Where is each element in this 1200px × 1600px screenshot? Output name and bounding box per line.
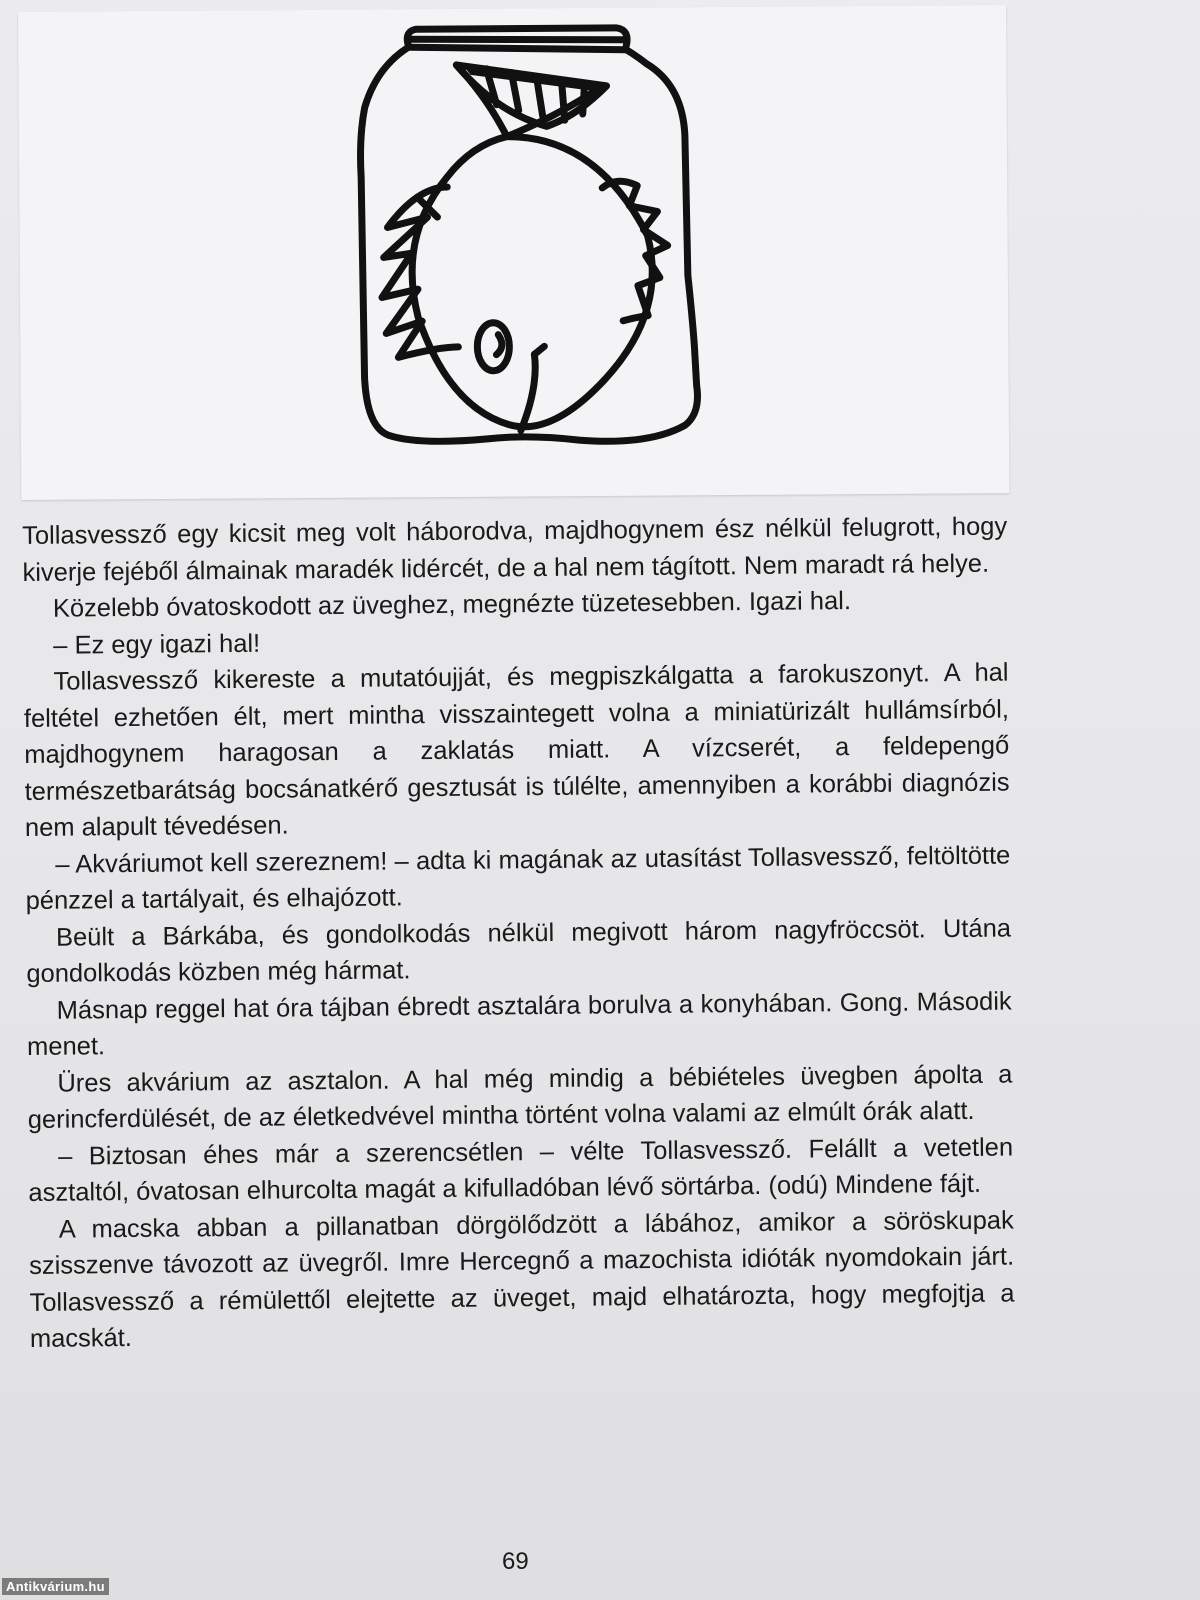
paragraph: Másnap reggel hat óra tájban ébredt asztalára borulva a konyhában. Gong. Második menet. bbox=[26, 987, 1012, 1061]
watermark: Antikvárium.hu bbox=[2, 1578, 109, 1595]
paragraph: Beült a Bárkába, és gondolkodás nélkül megivott három nagyfröccsöt. Utána gondolkodás közben még hármat. bbox=[26, 914, 1012, 988]
paragraph: – Ez egy igazi hal! bbox=[53, 629, 261, 660]
body-text bbox=[22, 509, 1015, 1358]
page-number: 69 bbox=[502, 1548, 529, 1575]
paragraph: Tollasvessző egy kicsit meg volt háborodva, majdhogynem ész nélkül felugrott, hogy kiverje fejéből álmainak maradék lidércét, de a hal nem tágított. Nem maradt rá helye. bbox=[22, 512, 1008, 587]
paragraph: A macska abban a pillanatban dörgölődzött a lábához, amikor a söröskupak szisszenve távozott az üvegről. Imre Hercegnő a mazochista idióták nyomdokain járt. Tollasvessző a rémülettől elejtette az üveget, majd elhatározta, hogy megfojtja a macskát. bbox=[29, 1206, 1015, 1353]
paragraph: – Biztosan éhes már a szerencsétlen – vélte Tollasvessző. Felállt a vetetlen asztaltól, óvatosan elhurcolta magát a kifulladóban lévő sörtárba. (odú) Mindene fájt. bbox=[28, 1133, 1014, 1207]
fish-in-jar-icon bbox=[346, 15, 709, 458]
paragraph: Közelebb óvatoskodott az üveghez, megnézte tüzetesebben. Igazi hal. bbox=[52, 587, 852, 623]
paragraph: Üres akvárium az asztalon. A hal még mindig a bébiételes üvegben ápolta a gerincferdülését, de az életkedvével mintha történt volna valami az elmúlt órák alatt. bbox=[27, 1060, 1013, 1134]
illustration-sheet bbox=[18, 5, 1009, 500]
paragraph: Tollasvessző kikereste a mutatóujját, és megpiszkálgatta a farokuszonyt. A hal feltétel ezhetően élt, mert mintha visszaintegett volna a miniatürizált hullámsírból, majdhogynem haragosan a zaklatás miatt. A vízcserét, a feldeрengő természetbarátság bocsánatkérő gesztusát is túlélte, amennyiben a korábbi diagnózis nem alapult tévedésen. bbox=[23, 658, 1010, 842]
paragraph: – Akváriumot kell szereznem! – adta ki magának az utasítást Tollasvessző, feltöltötte pénzzel a tartályait, és elhajózott. bbox=[25, 841, 1011, 915]
